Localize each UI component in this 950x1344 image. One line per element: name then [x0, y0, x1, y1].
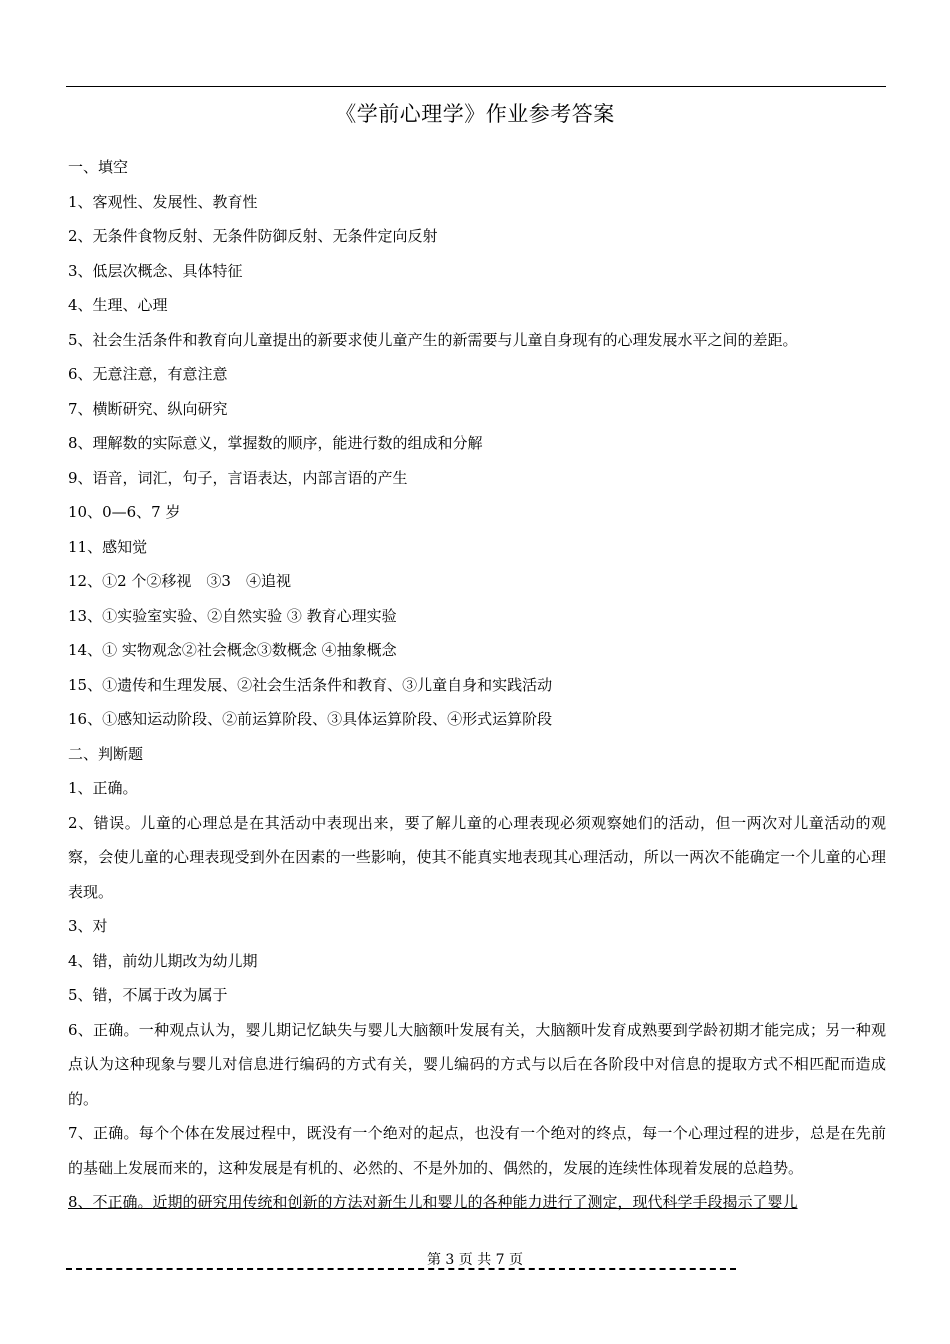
section-heading-true-false: 二、判断题: [68, 744, 144, 763]
list-item: 8、理解数的实际意义，掌握数的顺序，能进行数的组成和分解: [68, 434, 483, 452]
list-item: 7、正确。每个个体在发展过程中，既没有一个绝对的起点，也没有一个绝对的终点，每一个心理过程的进步，总是在先前的基础上发展而来的，这种发展是有机的、必然的、不是外加的、偶然的，发展的连续性体现着发展的总趋势。: [68, 1124, 886, 1177]
list-item: 13、①实验室实验、②自然实验 ③ 教育心理实验: [68, 606, 397, 625]
list-item: 10、0—6、7 岁: [68, 503, 181, 521]
list-item: 9、语音，词汇，句子，言语表达，内部言语的产生: [68, 468, 408, 487]
list-item: 7、横断研究、纵向研究: [68, 399, 228, 418]
list-item: 6、正确。一种观点认为，婴儿期记忆缺失与婴儿大脑额叶发展有关，大脑额叶发育成熟要到学龄初期才能完成；另一种观点认为这种现象与婴儿对信息进行编码的方式有关，婴儿编码的方式与以后在各阶段中对信息的提取方式不相匹配而造成的。: [68, 1020, 886, 1108]
list-item: 2、无条件食物反射、无条件防御反射、无条件定向反射: [68, 227, 438, 245]
top-rule: [66, 86, 886, 87]
list-item: 12、①2 个②移视 ③3 ④追视: [68, 572, 291, 590]
list-item: 16、①感知运动阶段、②前运算阶段、③具体运算阶段、④形式运算阶段: [68, 710, 553, 728]
list-item: 6、无意注意，有意注意: [68, 365, 228, 383]
list-item: 1、正确。: [68, 779, 138, 797]
list-item: 14、① 实物观念②社会概念③数概念 ④抽象概念: [68, 641, 397, 659]
list-item: 8、不正确。近期的研究用传统和创新的方法对新生儿和婴儿的各种能力进行了测定，现代科学手段揭示了婴儿: [68, 1193, 798, 1211]
document-title: 《学前心理学》作业参考答案: [335, 102, 615, 126]
list-item: 3、对: [68, 917, 108, 935]
list-item: 5、错，不属于改为属于: [68, 986, 228, 1004]
list-item: 11、感知觉: [68, 537, 148, 556]
list-item: 15、①遗传和生理发展、②社会生活条件和教育、③儿童自身和实践活动: [68, 675, 553, 694]
page-number: 第 3 页 共 7 页: [426, 1252, 524, 1268]
list-item: 2、错误。儿童的心理总是在其活动中表现出来，要了解儿童的心理表现必须观察她们的活动，但一两次对儿童活动的观察，会使儿童的心理表现受到外在因素的一些影响，使其不能真实地表现其心理活动，所以一两次不能确定一个儿童的心理表现。: [68, 813, 886, 901]
answer-content: [68, 150, 886, 1211]
list-item: 4、生理、心理: [68, 296, 168, 314]
bottom-dashed-rule: [66, 1268, 736, 1270]
section-heading-fill-in: 一、填空: [68, 158, 129, 176]
list-item: 3、低层次概念、具体特征: [68, 261, 243, 280]
list-item: 5、社会生活条件和教育向儿童提出的新要求使儿童产生的新需要与儿童自身现有的心理发展水平之间的差距。: [68, 330, 798, 349]
list-item: 4、错，前幼儿期改为幼儿期: [68, 951, 258, 970]
list-item: 1、客观性、发展性、教育性: [68, 192, 258, 211]
